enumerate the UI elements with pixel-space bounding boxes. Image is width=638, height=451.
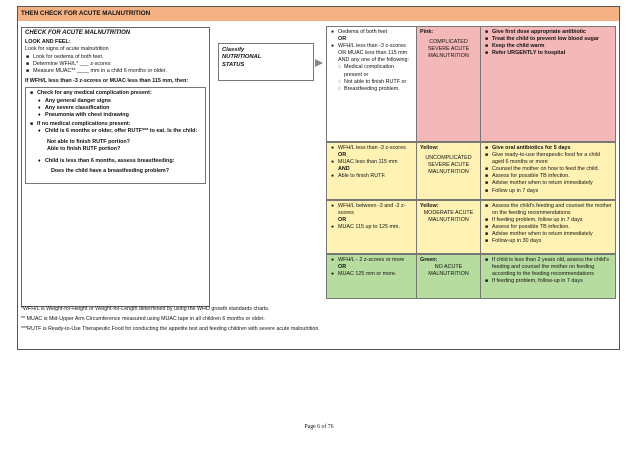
classification-text: UNCOMPLICATED SEVERE ACUTE MALNUTRITION — [425, 155, 472, 176]
classification-text: NO ACUTE MALNUTRITION — [428, 264, 469, 278]
classify-line1: Classify — [222, 47, 245, 53]
page-frame — [17, 6, 620, 350]
sign-item: ● WFH/L - 2 z-scores or more — [338, 257, 413, 264]
footnote: ** MUAC is Mid-Upper Arm Circumference measured using MUAC tape in all children 6 months or older. — [21, 316, 265, 322]
sign-or: OR — [338, 264, 347, 271]
signs-cell — [327, 201, 417, 253]
child-6-months: ♦ Child is 6 months or older, offer RUTF*** to eat. Is the child: — [45, 128, 202, 135]
table-row-pink — [326, 26, 616, 142]
sign-item: ● WFH/L between -3 and -2 z-scores — [338, 203, 413, 217]
check-complication: ■ Check for any medical complication present: — [37, 90, 202, 97]
child6-question-2: Able to finish RUTF portion? — [47, 145, 121, 152]
treatment-item: ■ If feeding problem, follow up in 7 days — [492, 217, 612, 224]
treatment-item: ■ If feeding problem, follow-up in 7 days — [492, 278, 612, 285]
classification-cell — [417, 255, 481, 298]
assess-item: ■ Determine WFH/L* ___ z-scores — [33, 61, 206, 68]
classification-cell — [417, 27, 481, 141]
classification-text: COMPLICATED SEVERE ACUTE MALNUTRITION — [427, 39, 470, 60]
classify-box — [218, 43, 314, 81]
arrow-right-icon — [314, 58, 324, 68]
assess-list — [25, 54, 206, 76]
assess-item: ■ Look for oedema of both feet. — [33, 54, 206, 61]
classification-cell — [417, 201, 481, 253]
treatment-cell — [481, 143, 615, 199]
treatment-item: ■ Follow up in 7 days — [492, 188, 612, 195]
look-feel-label: LOOK AND FEEL: — [25, 39, 71, 46]
sign-or: OR — [338, 36, 347, 43]
color-label: Yellow: — [420, 203, 439, 209]
signs-cell — [327, 27, 417, 141]
table-row-yellow-moderate — [326, 200, 616, 254]
treatment-item: ■ Follow-up in 30 days — [492, 238, 612, 245]
complication-item: ♦ Pneumonia with chest indrawing — [45, 112, 202, 119]
color-label: Pink: — [420, 29, 434, 35]
color-label: Green: — [420, 257, 438, 263]
sign-item: ● MUAC less than 115 mm — [338, 159, 413, 166]
sign-or: OR — [338, 152, 347, 159]
treatment-item: ■ Advise mother when to return immediately — [492, 180, 612, 187]
no-complication: ■ If no medical complications present: — [37, 121, 202, 128]
child-less6-question: Does the child have a breastfeeding problem? — [51, 168, 170, 175]
sign-sub: ♢ Breastfeeding problem. — [344, 86, 413, 93]
treatment-cell — [481, 201, 615, 253]
color-label: Yellow: — [420, 145, 439, 151]
classify-line3: STATUS — [222, 61, 245, 68]
complication-item: ♦ Any severe classification — [45, 105, 202, 112]
treatment-cell — [481, 27, 615, 141]
treatment-item: ■ Treat the child to prevent low blood sugar — [492, 36, 612, 43]
complication-box — [25, 87, 206, 184]
sign-item: ● Able to finish RUTF. — [338, 173, 413, 180]
condition-text: If WFH/L less than -3 z-scores or MUAC less than 115 mm, then: — [25, 78, 189, 85]
footnotes — [21, 304, 616, 334]
sign-and: AND — [338, 166, 350, 173]
sign-item: ● MUAC 115 up to 125 mm. — [338, 224, 413, 231]
page-number: Page 6 of 76 — [304, 424, 334, 430]
assess-box — [21, 27, 210, 307]
section-header: THEN CHECK FOR ACUTE MALNUTRITION — [18, 7, 619, 21]
signs-cell — [327, 255, 417, 298]
table-row-yellow-uncomplicated — [326, 142, 616, 200]
table-row-green — [326, 254, 616, 299]
sign-item: ● WFH/L less than -3 z-scores OR MUAC less than 115 mm AND any one of the following: — [338, 43, 413, 64]
footnote: *WFH/L is Weight-for-Height or Weight-for-Length determined by using the WHO growth standards charts. — [21, 306, 270, 312]
treatment-item: ■ Refer URGENTLY to hospital — [492, 50, 612, 57]
sign-sub: ♢ Not able to finish RUTF or — [344, 79, 413, 86]
treatment-item: ■ Advise mother when to return immediately — [492, 231, 612, 238]
treatment-item: ■ If child is less than 2 years old, assess the child's feeding and counsel the mother on feeding according to the feeding recommendations — [492, 257, 612, 278]
treatment-item: ■ Assess the child's feeding and counsel the mother on the feeding recommendations — [492, 203, 612, 217]
child6-question: Not able to finish RUTF portion? — [47, 138, 130, 145]
treatment-item: ■ Give first dose appropriate antibiotic — [492, 29, 612, 36]
treatment-item: ■ Give oral antibiotics for 5 days — [492, 145, 612, 152]
treatment-item: ■ Keep the child warm — [492, 43, 612, 50]
treatment-item: ■ Give ready-to-use therapeutic food for a child aged 6 months or more — [492, 152, 612, 166]
treatment-item: ■ Assess for possible TB infection. — [492, 173, 612, 180]
treatment-item: ■ Assess for possible TB infection. — [492, 224, 612, 231]
treatment-cell — [481, 255, 615, 298]
sign-item: ● Oedema of both feet — [338, 29, 413, 36]
sign-item: ● MUAC 125 mm or more. — [338, 271, 413, 278]
look-for-text: Look for signs of acute malnutrition — [25, 46, 109, 53]
classification-cell — [417, 143, 481, 199]
classify-line2: NUTRITIONAL — [222, 54, 262, 61]
signs-cell — [327, 143, 417, 199]
sign-or: OR — [338, 217, 347, 224]
sign-sub: ♢ Medical complication present or — [344, 64, 413, 78]
complication-item: ♦ Any general danger signs — [45, 98, 202, 105]
assess-item: ■ Measure MUAC** ____ mm in a child 6 months or older. — [33, 68, 206, 75]
classification-text: MODERATE ACUTE MALNUTRITION — [423, 210, 474, 224]
child-less-6-months: ♦ Child is less than 6 months, assess breastfeeding: — [45, 158, 202, 165]
footnote: ***RUTF is Ready-to-Use Therapeutic Food for conducting the appetite test and feeding children with severe acute malnutrition. — [21, 326, 320, 332]
sign-item: ● WFH/L less than -3 z-scores — [338, 145, 413, 152]
treatment-item: ■ Counsel the mother on how to feed the child. — [492, 166, 612, 173]
assess-title: CHECK FOR ACUTE MALNUTRITION — [25, 30, 131, 36]
